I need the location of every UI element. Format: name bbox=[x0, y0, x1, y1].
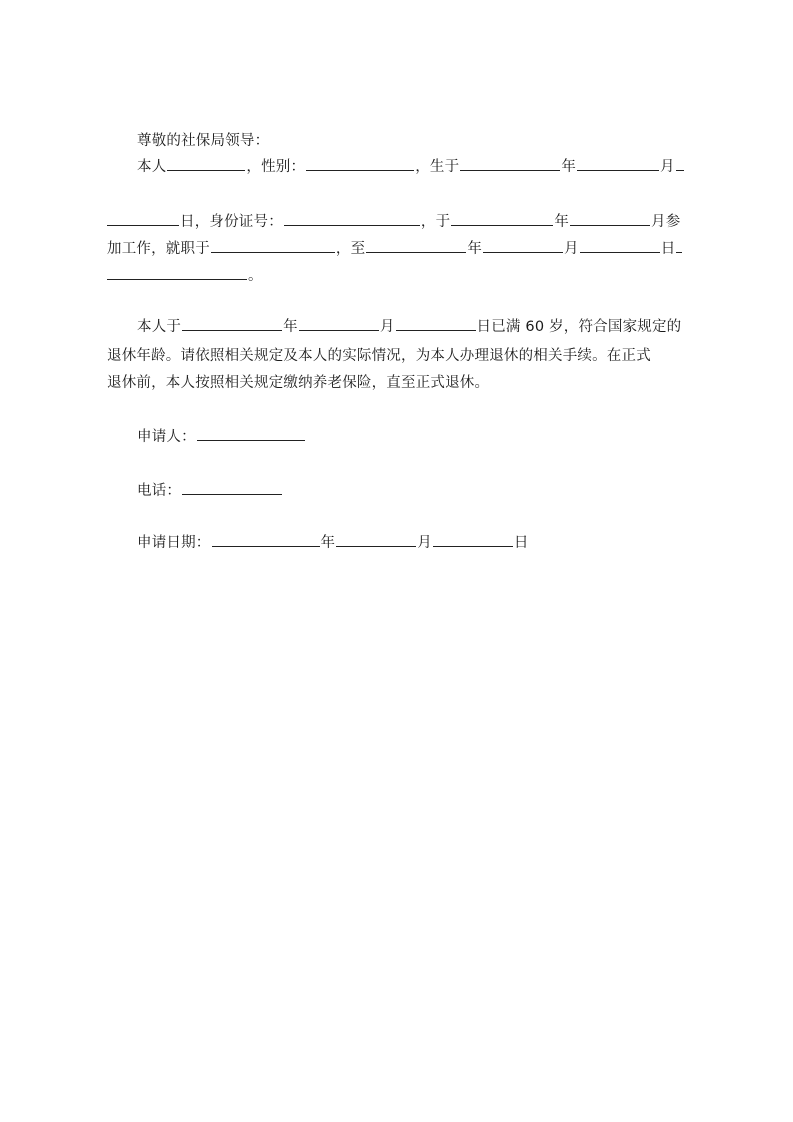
phone-line bbox=[137, 480, 283, 501]
text-year-4: 年 bbox=[283, 319, 298, 335]
text-para2-rest: 日已满 60 岁，符合国家规定的 bbox=[476, 319, 682, 335]
blank-until-year[interactable] bbox=[366, 238, 466, 253]
text-date-day: 日 bbox=[513, 535, 529, 551]
text-gender-label: ，性别： bbox=[246, 159, 306, 175]
para2-line1 bbox=[137, 316, 681, 337]
para1-line1 bbox=[137, 156, 685, 177]
text-benren: 本人 bbox=[137, 159, 167, 175]
para2-line3: 退休前，本人按照相关规定缴纳养老保险，直至正式退休。 bbox=[107, 375, 490, 391]
text-zhi-label: ，至 bbox=[335, 241, 366, 257]
text-employed-label: 加工作，就职于 bbox=[107, 241, 210, 257]
blank-reach-month[interactable] bbox=[299, 316, 379, 331]
blank-until-month[interactable] bbox=[483, 238, 563, 253]
blank-birth-year[interactable] bbox=[460, 156, 560, 171]
date-label: 申请日期： bbox=[137, 535, 211, 551]
text-benren-yu: 本人于 bbox=[137, 319, 182, 335]
text-day-3: 日 bbox=[660, 241, 676, 257]
blank-gender[interactable] bbox=[306, 156, 414, 171]
para2-line2: 退休年龄。请依照相关规定及本人的实际情况，为本人办理退休的相关手续。在正式 bbox=[107, 348, 651, 364]
para1-line2 bbox=[106, 211, 680, 232]
blank-apply-month[interactable] bbox=[336, 532, 416, 547]
applicant-line bbox=[137, 426, 306, 447]
blank-apply-day[interactable] bbox=[433, 532, 513, 547]
text-yu-label: ，于 bbox=[420, 214, 451, 230]
blank-birth-month[interactable] bbox=[577, 156, 659, 171]
blank-applicant[interactable] bbox=[197, 426, 305, 441]
text-year: 年 bbox=[561, 159, 577, 175]
text-period: 。 bbox=[248, 268, 263, 284]
phone-label: 电话： bbox=[137, 483, 182, 499]
para1-line4 bbox=[106, 265, 263, 286]
blank-apply-year[interactable] bbox=[212, 532, 320, 547]
text-date-month: 月 bbox=[417, 535, 432, 551]
blank-id-number[interactable] bbox=[284, 211, 420, 226]
text-born-label: ，生于 bbox=[415, 159, 460, 175]
blank-birth-day-start[interactable] bbox=[676, 156, 684, 171]
date-line bbox=[137, 532, 529, 553]
text-month-can: 月参 bbox=[651, 214, 681, 230]
blank-reach-day[interactable] bbox=[396, 316, 476, 331]
blank-name[interactable] bbox=[167, 156, 245, 171]
text-year-2: 年 bbox=[554, 214, 570, 230]
blank-reach-year[interactable] bbox=[182, 316, 282, 331]
text-month: 月 bbox=[660, 159, 675, 175]
salutation: 尊敬的社保局领导： bbox=[137, 133, 270, 149]
blank-work-year[interactable] bbox=[451, 211, 553, 226]
blank-work-month[interactable] bbox=[570, 211, 650, 226]
blank-day-tail[interactable] bbox=[676, 238, 682, 253]
text-month-4: 月 bbox=[379, 319, 395, 335]
text-day-id-label: 日，身份证号： bbox=[180, 214, 283, 230]
applicant-label: 申请人： bbox=[137, 429, 196, 445]
para1-line3 bbox=[107, 238, 683, 259]
blank-position[interactable] bbox=[107, 265, 247, 280]
blank-employer[interactable] bbox=[211, 238, 335, 253]
blank-until-day[interactable] bbox=[580, 238, 660, 253]
blank-phone[interactable] bbox=[182, 480, 282, 495]
text-month-3: 月 bbox=[564, 241, 579, 257]
text-date-year: 年 bbox=[320, 535, 336, 551]
blank-birth-day[interactable] bbox=[107, 211, 179, 226]
text-year-3: 年 bbox=[467, 241, 483, 257]
